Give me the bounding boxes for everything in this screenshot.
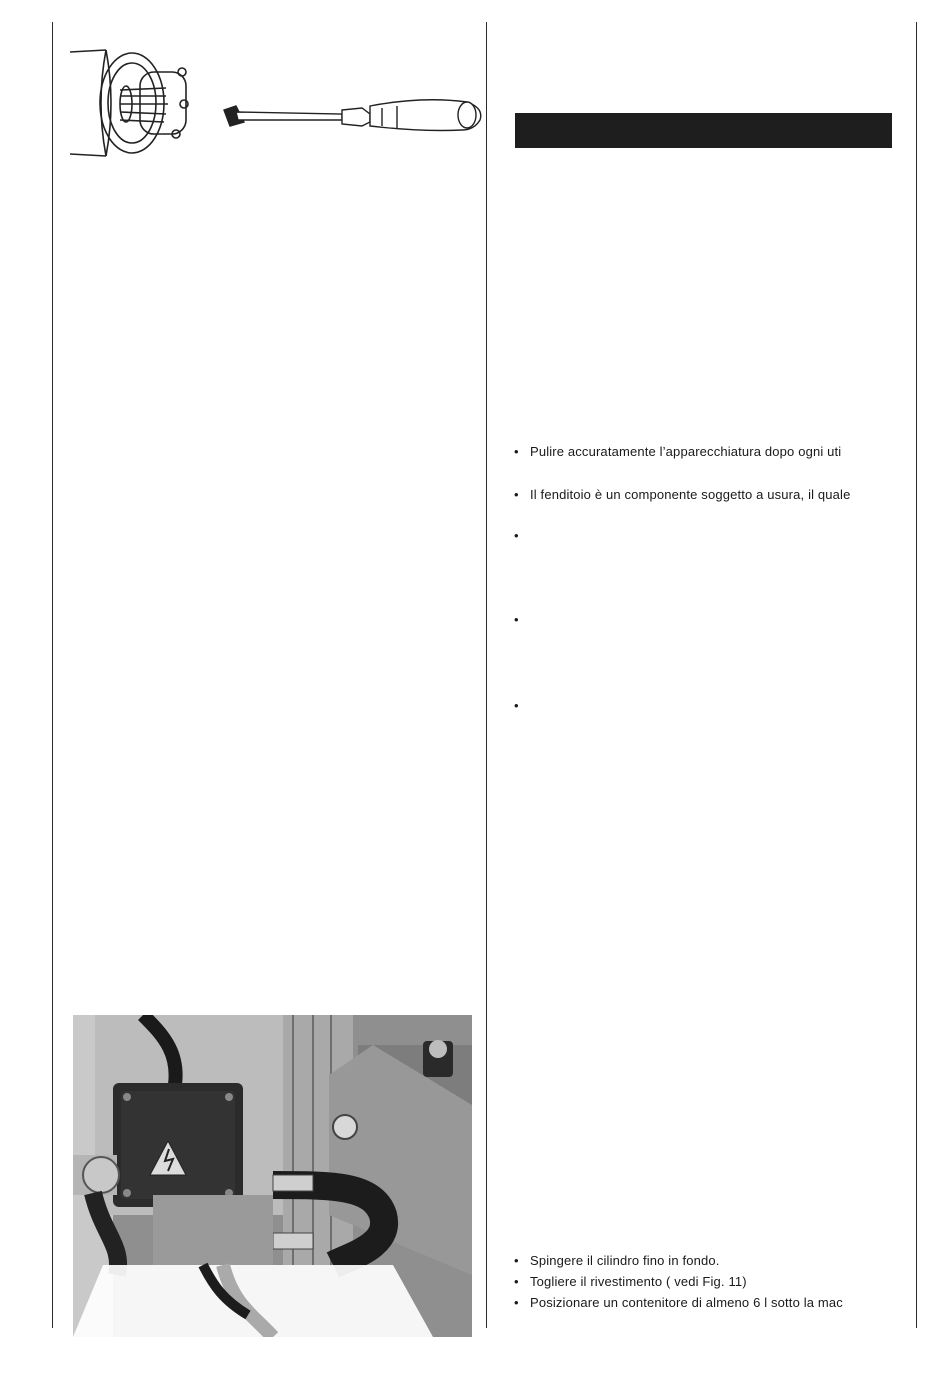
list-item-text: Spingere il cilindro fino in fondo. — [530, 1253, 720, 1268]
screwdriver-illustration — [222, 92, 484, 138]
list-item — [514, 528, 899, 544]
section-header-bar — [515, 113, 892, 148]
list-item-text: Il fenditoio è un componente soggetto a usura, il quale — [530, 487, 851, 502]
bullet-marker: • — [514, 1295, 519, 1310]
bullet-marker: • — [514, 1253, 519, 1268]
column-rule-middle — [486, 22, 487, 1328]
bullet-marker: • — [514, 612, 519, 627]
bullet-marker: • — [514, 528, 519, 543]
list-item — [514, 1295, 899, 1311]
list-item-text: Togliere il rivestimento ( vedi Fig. 11) — [530, 1274, 747, 1289]
bullet-marker: • — [514, 1274, 519, 1289]
bullet-marker: • — [514, 698, 519, 713]
list-item — [514, 1253, 899, 1269]
column-rule-left — [52, 22, 53, 1328]
list-item — [514, 444, 899, 460]
list-item-text: Pulire accuratamente l’apparecchiatura dopo ogni uti — [530, 444, 842, 459]
list-item-text: Posizionare un contenitore di almeno 6 l sotto la mac — [530, 1295, 843, 1310]
bullet-marker: • — [514, 444, 519, 459]
machine-photo — [73, 1015, 472, 1337]
column-rule-right — [916, 22, 917, 1328]
list-item — [514, 612, 899, 628]
list-item — [514, 487, 899, 503]
bullet-marker: • — [514, 487, 519, 502]
list-item — [514, 698, 899, 714]
connector-plug-illustration — [66, 42, 204, 164]
list-item — [514, 1274, 899, 1290]
